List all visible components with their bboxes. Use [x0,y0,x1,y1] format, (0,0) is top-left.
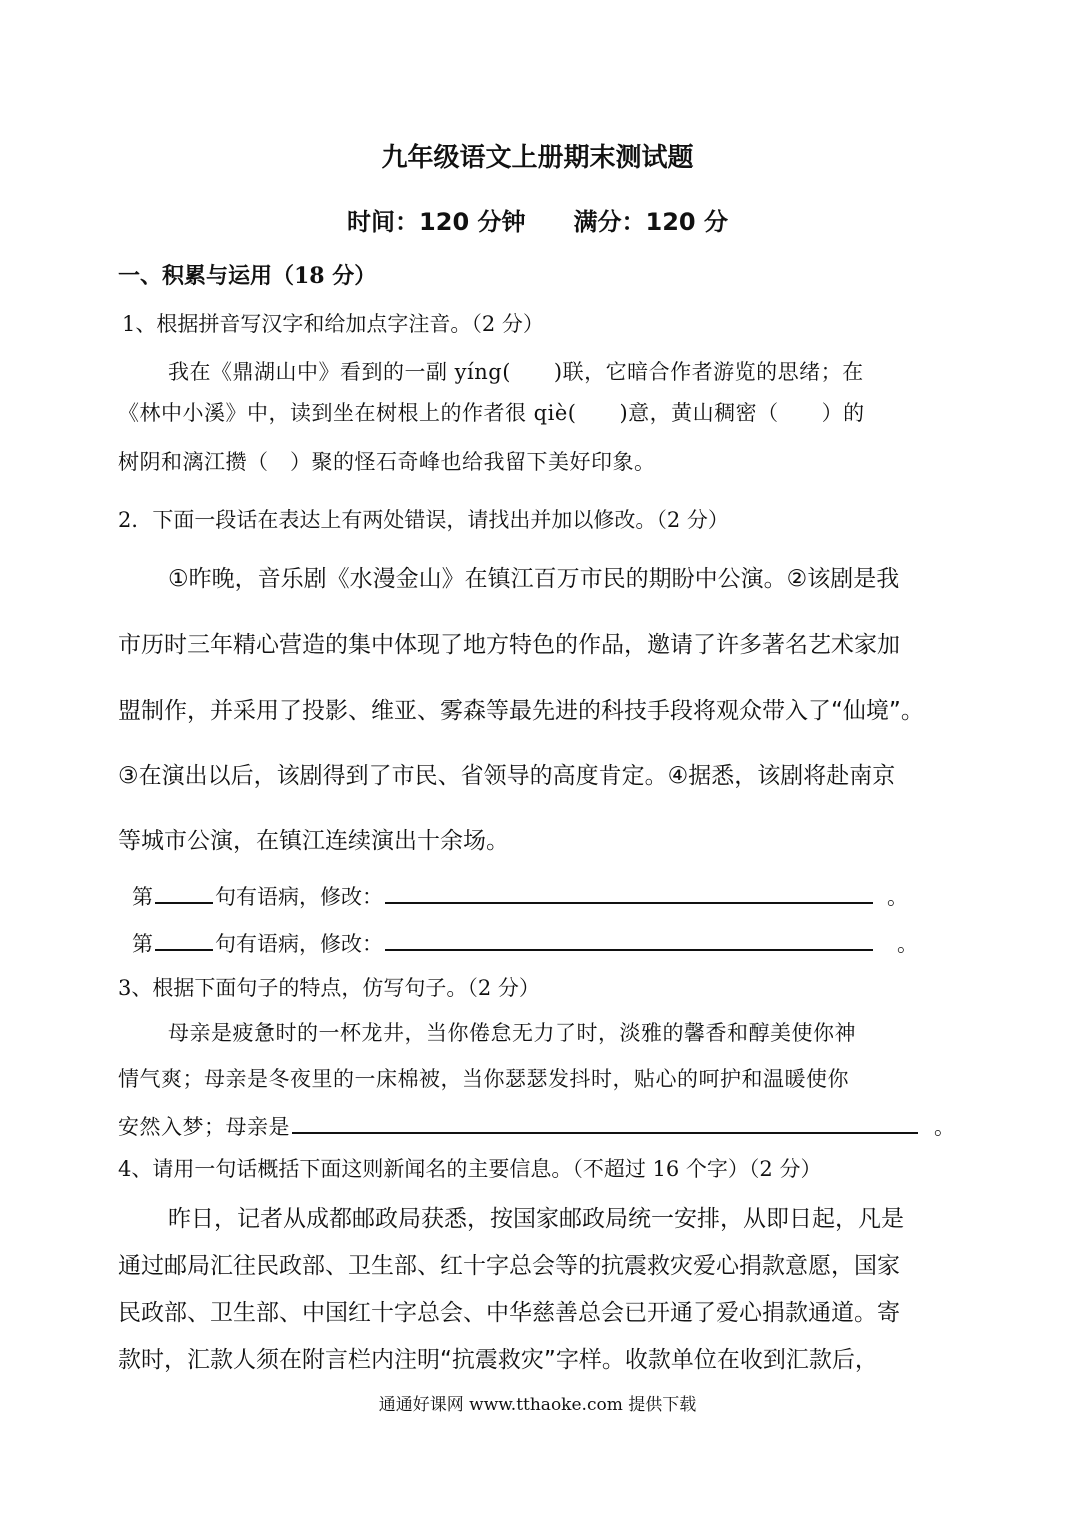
question-4-line-4: 款时，汇款人须在附言栏内注明“抗震救灾”字样。收款单位在收到汇款后， [118,1347,878,1373]
correction-blank[interactable] [385,927,873,951]
answer-line-2 [132,927,918,958]
question-4-label: 4、请用一句话概括下面这则新闻名的主要信息。（不超过 16 个字）（2 分） [118,1157,822,1181]
question-1-line-2: 《林中小溪》中，读到坐在树根上的作者很 qiè( )意，黄山稠密（ ）的 [118,401,865,425]
answer-mid: 句有语病，修改： [215,932,383,956]
section-heading [118,259,376,290]
question-2-line-2: 市历时三年精心营造的集中体现了地方特色的作品，邀请了许多著名艺术家加 [118,632,900,658]
question-2-line-5: 等城市公演，在镇江连续演出十余场。 [118,828,509,854]
answer-prefix: 第 [132,932,153,956]
answer-line-1 [132,880,908,911]
question-3-end: 。 [934,1115,956,1139]
question-3-label: 3、根据下面句子的特点，仿写句子。（2 分） [118,976,540,1000]
correction-blank[interactable] [385,880,873,904]
answer-end: 。 [897,932,918,956]
question-1-line-1: 我在《鼎湖山中》看到的一副 yíng( )联，它暗合作者游览的思绪；在 [168,360,864,384]
answer-end: 。 [887,885,908,909]
question-3-line-2: 情气爽；母亲是冬夜里的一床棉被，当你瑟瑟发抖时，贴心的呵护和温暖使你 [118,1067,849,1091]
sentence-number-blank[interactable] [155,927,213,951]
imitation-blank[interactable] [292,1110,918,1134]
section-heading-text: 一、积累与运用（18 分） [118,263,377,289]
question-3-line-1: 母亲是疲惫时的一杯龙井，当你倦怠无力了时，淡雅的馨香和醇美使你神 [168,1021,856,1045]
answer-prefix: 第 [132,885,153,909]
question-4-line-1: 昨日，记者从成都邮政局获悉，按国家邮政局统一安排，从即日起，凡是 [168,1206,904,1232]
question-3-line-3 [118,1110,956,1141]
question-3-prompt: 安然入梦；母亲是 [118,1115,290,1139]
question-2-line-4: ③在演出以后，该剧得到了市民、省领导的高度肯定。④据悉，该剧将赴南京 [118,763,896,789]
sentence-number-blank[interactable] [155,880,213,904]
question-4-line-3: 民政部、卫生部、中国红十字总会、中华慈善总会已开通了爱心捐款通道。寄 [118,1300,900,1326]
page-title: 九年级语文上册期末测试题 [381,143,694,173]
question-2-label: 2．下面一段话在表达上有两处错误，请找出并加以修改。（2 分） [118,508,729,532]
question-2-line-3: 盟制作，并采用了投影、维亚、雾森等最先进的科技手段将观众带入了“仙境”。 [118,698,924,724]
question-4-line-2: 通过邮局汇往民政部、卫生部、红十字总会等的抗震救灾爱心捐款意愿，国家 [118,1253,900,1279]
page-subtitle: 时间：120 分钟 满分：120 分 [347,208,728,236]
page-footer: 通通好课网 www.tthaoke.com 提供下载 [378,1395,697,1415]
answer-mid: 句有语病，修改： [215,885,383,909]
question-1-label: 1、根据拼音写汉字和给加点字注音。（2 分） [122,312,544,336]
question-1-line-3: 树阴和漓江攒（ ）聚的怪石奇峰也给我留下美好印象。 [118,450,656,474]
question-2-line-1: ①昨晚，音乐剧《水漫金山》在镇江百万市民的期盼中公演。②该剧是我 [168,566,900,592]
